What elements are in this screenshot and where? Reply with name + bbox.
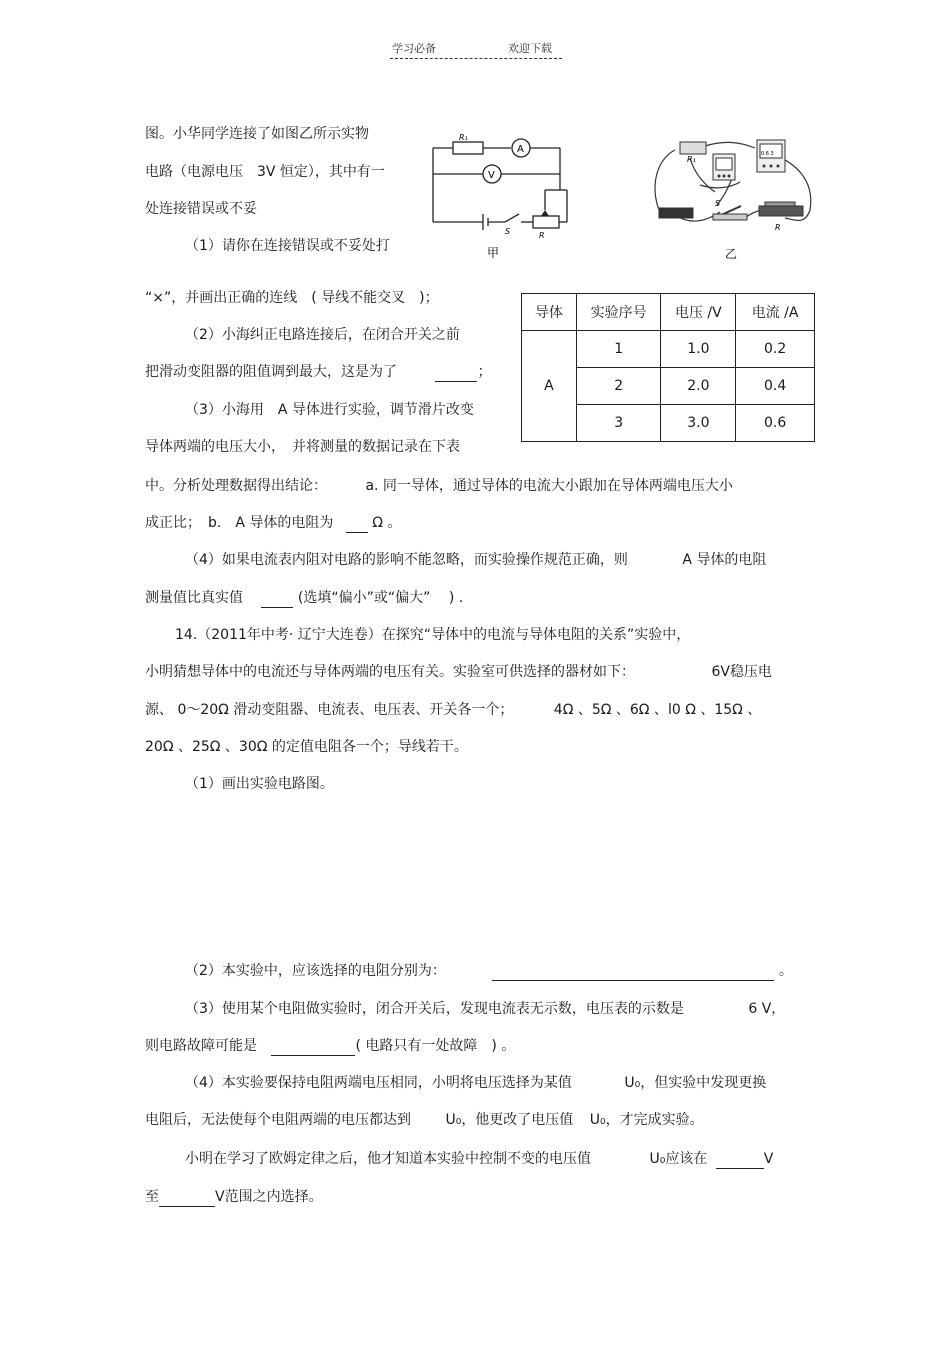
rheostat-symbol: [533, 216, 559, 228]
q14-line-4: 20Ω 、25Ω 、30Ω 的定值电阻各一个；导线若干。: [145, 739, 468, 755]
q-line-1: 图。小华同学连接了如图乙所示实物: [145, 126, 369, 142]
q14-line-9-end: U₀，但实验中发现更换: [624, 1075, 767, 1091]
ammeter-label: A: [517, 144, 524, 155]
q14-line-6-end: 。: [778, 963, 793, 979]
q-line-4: （1）请你在连接错误或不妥处打: [185, 238, 390, 254]
table-header-cell: 实验序号: [576, 294, 661, 331]
switch-label: S: [505, 227, 511, 236]
q14-line-3: [145, 700, 761, 720]
circuit-diagram-yi: [645, 130, 825, 265]
q-line-13-end: (选填“偏小”或“偏大” ) .: [297, 590, 464, 606]
q-line-10-text: 中。分析处理数据得出结论：: [145, 478, 327, 494]
q14-line-9-text: （4）本实验要保持电阻两端电压相同，小明将电压选择为某值: [185, 1075, 572, 1091]
r1-label: R₁: [459, 133, 468, 142]
q14-line-11-text: 小明在学习了欧姆定律之后，他才知道本实验中控制不变的电压值: [185, 1151, 591, 1167]
header-right: 欢迎下载: [508, 42, 552, 55]
q14-line-8-end: ( 电路只有一处故障 ) 。: [355, 1038, 516, 1054]
q14-line-10: [145, 1110, 704, 1130]
q14-line-2-end: 6V稳压电: [711, 664, 772, 680]
q-line-2: 电路（电源电压 3V 恒定），其中有一: [145, 164, 385, 180]
q14-line-5: （1）画出实验电路图。: [185, 776, 334, 792]
data-table: [521, 293, 815, 442]
table-cell: 2.0: [661, 368, 736, 405]
answer-blank-compare[interactable]: [261, 592, 293, 608]
answer-blank-resistance[interactable]: [346, 517, 368, 533]
table-cell: 0.4: [736, 368, 815, 405]
page-header: [390, 40, 562, 59]
table-cell: 3: [576, 405, 661, 442]
q14-line-6: [185, 961, 793, 981]
q14-line-2-text: 小明猜想导体中的电流还与导体两端的电压有关。实验室可供选择的器材如下：: [145, 664, 635, 680]
figure-jia-label: 甲: [487, 246, 500, 260]
table-cell: 1.0: [661, 331, 736, 368]
q14-line-12: [145, 1187, 323, 1207]
table-header-cell: 电压 /V: [661, 294, 736, 331]
answer-blank-v-min[interactable]: [716, 1153, 764, 1169]
yi-battery: [659, 208, 693, 218]
q-line-13: [145, 588, 463, 608]
q-line-10: [145, 476, 733, 496]
table-header-cell: 导体: [522, 294, 577, 331]
answer-blank-v-max[interactable]: [159, 1191, 215, 1207]
q-line-11: [145, 513, 401, 533]
q14-line-11: [185, 1149, 773, 1169]
q14-line-12-text: 至: [145, 1189, 159, 1205]
q14-line-7-end: 6 V，: [748, 1001, 786, 1017]
q14-line-3-end: 4Ω 、5Ω 、6Ω 、l0 Ω 、15Ω 、: [553, 702, 762, 718]
q-line-12-end: A 导体的电阻: [682, 552, 767, 568]
q14-line-10-text: 电阻后，无法使每个电阻两端的电压都达到: [145, 1112, 411, 1128]
q14-line-7-text: （3）使用某个电阻做实验时，闭合开关后，发现电流表无示数，电压表的示数是: [185, 1001, 684, 1017]
q-line-7-text: 把滑动变阻器的阻值调到最大，这是为了: [145, 364, 397, 380]
q-line-3: 处连接错误或不妥: [145, 201, 257, 217]
answer-blank-resistors[interactable]: [492, 965, 774, 981]
yi-switch-label: S: [715, 199, 721, 208]
yi-r1-label: R₁: [687, 155, 696, 164]
table-header-cell: 电流 /A: [736, 294, 815, 331]
q14-line-11-mid: U₀应该在: [649, 1151, 708, 1167]
yi-meter-scale: 0.6 3: [761, 151, 774, 157]
q-line-6: （2）小海纠正电路连接后，在闭合开关之前: [185, 327, 460, 343]
table-header-row: [522, 294, 815, 331]
resistor-r1: [453, 142, 483, 154]
figure-yi-label: 乙: [725, 247, 738, 261]
q14-line-7: [185, 999, 785, 1019]
q14-line-12-end: V范围之内选择。: [215, 1189, 323, 1205]
table-row: [522, 331, 815, 368]
table-cell: 3.0: [661, 405, 736, 442]
q-line-13-text: 测量值比真实值: [145, 590, 243, 606]
rheostat-label: R: [539, 231, 545, 240]
q-line-7-end: ；: [477, 364, 492, 380]
q-line-5: “×”，并画出正确的连线 ( 导线不能交叉 )；: [145, 290, 439, 306]
q14-line-8-text: 则电路故障可能是: [145, 1038, 257, 1054]
table-cell: 2: [576, 368, 661, 405]
q14-line-11-unit: V: [763, 1151, 774, 1167]
q-line-12-text: （4）如果电流表内阻对电路的影响不能忽略，而实验操作规范正确，则: [185, 552, 628, 568]
q-line-8: （3）小海用 A 导体进行实验，调节滑片改变: [185, 402, 474, 418]
q14-line-6-text: （2）本实验中，应该选择的电阻分别为：: [185, 963, 446, 979]
answer-blank-fault[interactable]: [271, 1040, 355, 1056]
yi-resistor: [680, 142, 706, 154]
table-cell-conductor: A: [522, 331, 577, 442]
switch-symbol: [505, 214, 519, 222]
circuit-diagram-jia: [425, 130, 575, 260]
q14-line-1: 14.（2011年中考· 辽宁大连卷）在探究“导体中的电流与导体电阻的关系”实验中，: [175, 627, 691, 643]
table-cell: 1: [576, 331, 661, 368]
q-line-11-unit: Ω 。: [372, 515, 402, 531]
q-line-11-text: 成正比； b. A 导体的电阻为: [145, 515, 334, 531]
q-line-7: [145, 362, 491, 382]
yi-rheostat-label: R: [775, 223, 781, 232]
answer-blank-purpose[interactable]: [435, 366, 477, 382]
table-cell: 0.6: [736, 405, 815, 442]
voltmeter-label: V: [488, 170, 495, 181]
q-line-10-conclusion: a. 同一导体，通过导体的电流大小跟加在导体两端电压大小: [365, 478, 733, 494]
header-left: 学习必备: [392, 42, 436, 55]
yi-rheostat: [759, 206, 803, 216]
q14-line-10-mid: U₀，他更改了电压值: [445, 1112, 574, 1128]
q14-line-3-text: 源、 0～20Ω 滑动变阻器、电流表、电压表、开关各一个；: [145, 702, 514, 718]
q-line-12: [185, 550, 766, 570]
q14-line-8: [145, 1036, 515, 1056]
q-line-9: 导体两端的电压大小， 并将测量的数据记录在下表: [145, 439, 460, 455]
q14-line-2: [145, 662, 772, 682]
q14-line-9: [185, 1073, 766, 1093]
table-cell: 0.2: [736, 331, 815, 368]
q14-line-10-end: U₀，才完成实验。: [589, 1112, 704, 1128]
